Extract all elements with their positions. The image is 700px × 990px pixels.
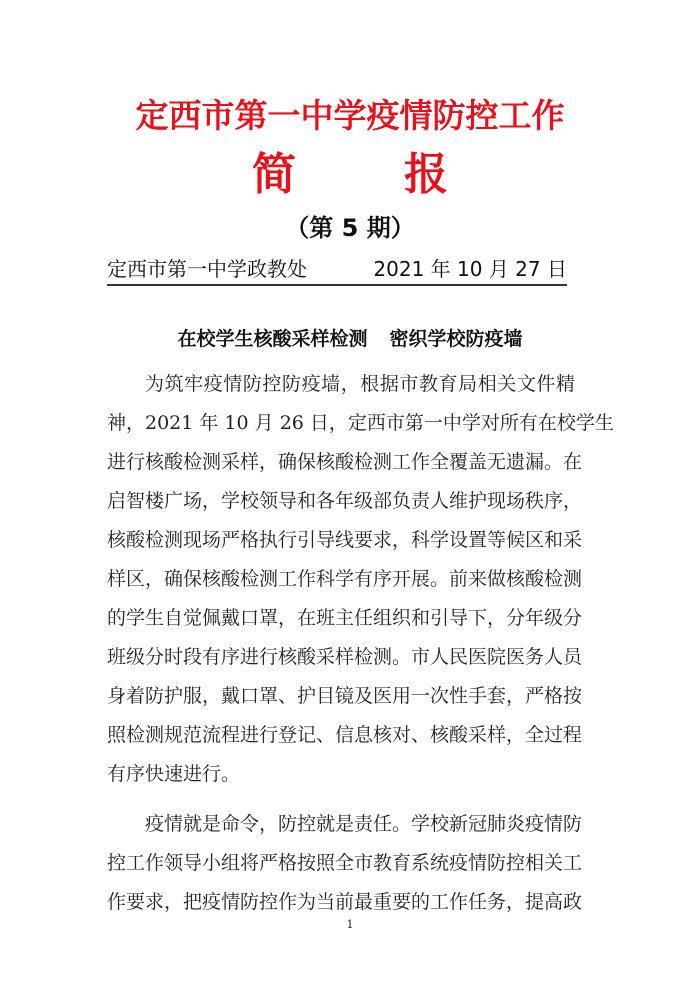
issuer-line <box>107 254 567 286</box>
paragraph1-line: 进行核酸检测采样，确保核酸检测工作全覆盖无遗漏。在 <box>107 451 583 473</box>
paragraph1-line: 身着防护服，戴口罩、护目镜及医用一次性手套，严格按 <box>107 685 583 707</box>
headline-part2: 密织学校防疫墙 <box>389 328 523 350</box>
issue-number: （第 5 期） <box>285 214 415 242</box>
article-headline <box>0 325 700 353</box>
paragraph1-line: 样区，确保核酸检测工作科学有序开展。前来做核酸检测 <box>107 568 583 590</box>
paragraph1-line: 照检测规范流程进行登记、信息核对、核酸采样，全过程 <box>107 724 583 746</box>
subtitle-char-jian: 简 <box>252 149 296 200</box>
paragraph1-line: 为筑牢疫情防控防疫墙，根据市教育局相关文件精 <box>145 373 575 395</box>
paragraph2-line: 作要求，把疫情防控作为当前最重要的工作任务，提高政 <box>107 891 583 913</box>
subtitle-char-bao: 报 <box>404 149 448 200</box>
bulletin-title: 定西市第一中学疫情防控工作 <box>135 96 565 135</box>
paragraph1-line: 班级分时段有序进行核酸采样检测。市人民医院医务人员 <box>107 646 583 668</box>
paragraph2-line: 控工作领导小组将严格按照全市教育系统疫情防控相关工 <box>107 852 583 874</box>
paragraph1-line: 的学生自觉佩戴口罩，在班主任组织和引导下，分年级分 <box>107 607 583 629</box>
paragraph1-line: 神，2021 年 10 月 26 日，定西市第一中学对所有在校学生 <box>107 412 614 434</box>
headline-part1: 在校学生核酸采样检测 <box>177 328 368 350</box>
paragraph1-line: 有序快速进行。 <box>107 763 241 785</box>
issue-date: 2021 年 10 月 27 日 <box>373 257 567 281</box>
page-number: 1 <box>346 918 354 931</box>
bulletin-subtitle <box>0 150 700 200</box>
issuing-department: 定西市第一中学政教处 <box>107 257 307 281</box>
paragraph1-line: 核酸检测现场严格执行引导线要求，科学设置等候区和采 <box>107 529 583 551</box>
paragraph2-line: 疫情就是命令，防控就是责任。学校新冠肺炎疫情防 <box>145 813 583 835</box>
paragraph1-line: 启智楼广场，学校领导和各年级部负责人维护现场秩序， <box>107 490 583 512</box>
